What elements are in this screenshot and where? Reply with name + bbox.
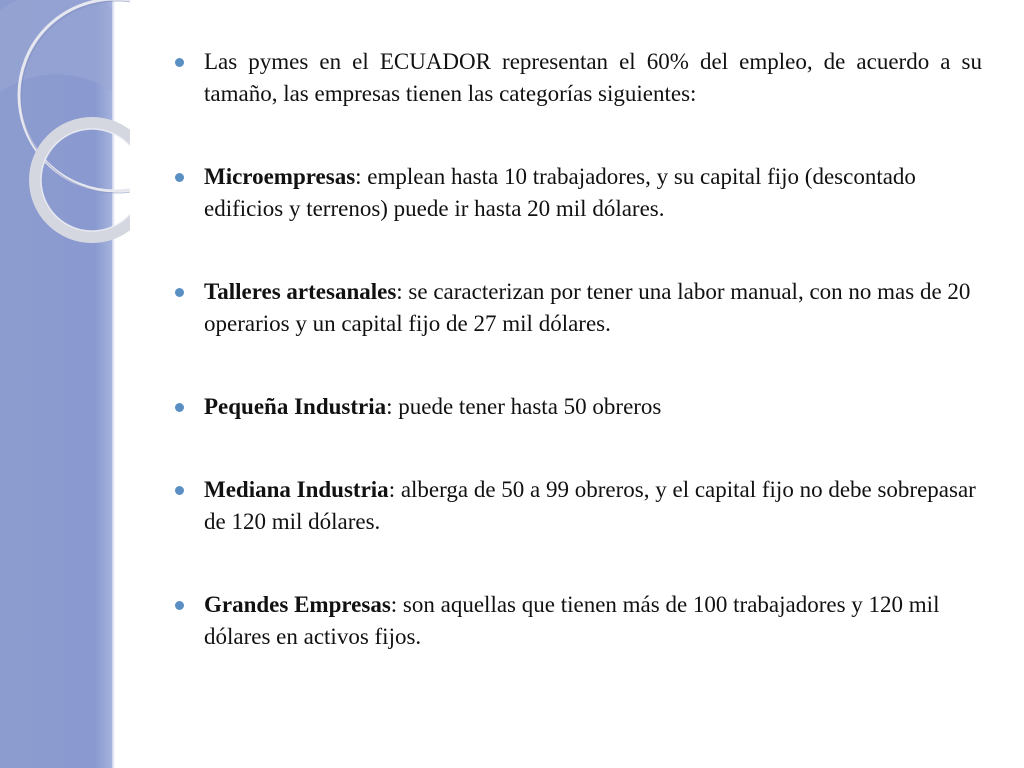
- bullet-term: Grandes Empresas: [204, 592, 391, 617]
- ring-fill-arc: [0, 0, 112, 92]
- bullet-description: : emplean hasta 10 trabajadores, y su capital fijo (descontado edificios y terrenos) puede ir hasta 20 mil dólares.: [204, 164, 916, 221]
- bullet-icon: [175, 288, 184, 297]
- bullet-grandes-empresas: [172, 589, 982, 653]
- bullet-term: Mediana Industria: [204, 477, 389, 502]
- ring-small: [35, 123, 130, 237]
- bullet-description: : son aquellas que tienen más de 100 trabajadores y 120 mil dólares en activos fijos.: [204, 592, 940, 649]
- bullet-term: Pequeña Industria: [204, 394, 387, 419]
- bullet-icon: [175, 403, 184, 412]
- bullet-term: Microempresas: [204, 164, 356, 189]
- bullet-description: : se caracterizan por tener una labor manual, con no mas de 20 operarios y un capital fijo de 27 mil dólares.: [204, 279, 971, 336]
- bullet-icon: [175, 173, 184, 182]
- bullet-term: Talleres artesanales: [204, 279, 397, 304]
- bullet-icon: [175, 486, 184, 495]
- bullet-description: : alberga de 50 a 99 obreros, y el capital fijo no debe sobrepasar de 120 mil dólares.: [204, 477, 976, 534]
- bullet-intro-text: Las pymes en el ECUADOR representan el 60% del empleo, de acuerdo a su tamaño, las empresas tienen las categorías siguientes:: [204, 49, 982, 106]
- bullet-description: : puede tener hasta 50 obreros: [386, 394, 662, 419]
- bullet-microempresas: [172, 161, 982, 225]
- decorative-rings: [0, 0, 130, 260]
- bullet-pequena-industria: [172, 391, 982, 423]
- bullet-list: [172, 46, 982, 704]
- bullet-icon: [175, 601, 184, 610]
- bullet-icon: [175, 58, 184, 67]
- bullet-mediana-industria: [172, 474, 982, 538]
- bullet-intro: [172, 46, 982, 110]
- bullet-talleres-artesanales: [172, 276, 982, 340]
